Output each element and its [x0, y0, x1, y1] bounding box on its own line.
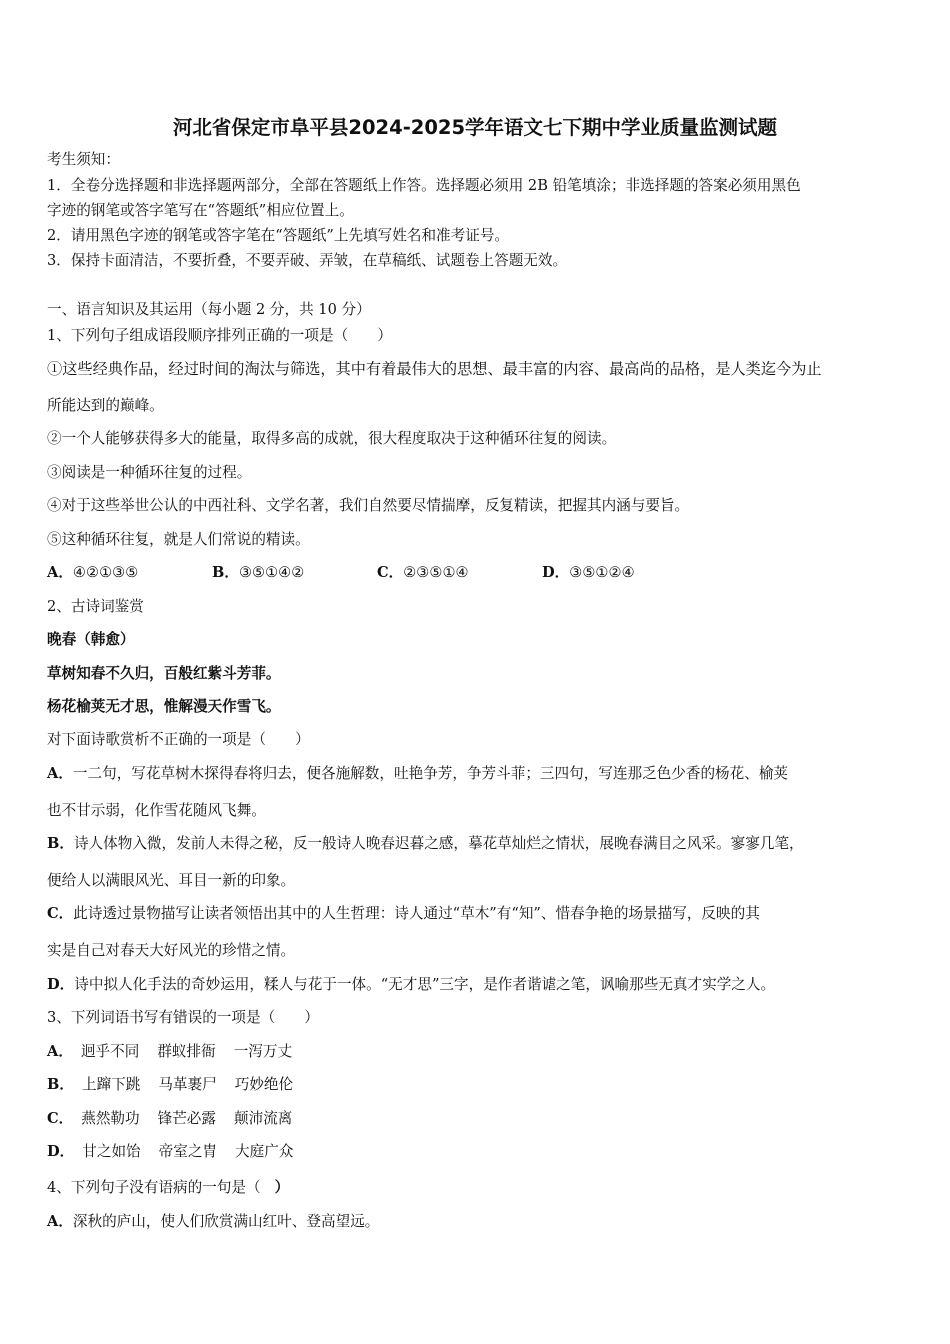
word: 帝室之胄	[158, 1143, 218, 1160]
q4-stem-paren: ）	[274, 1179, 290, 1196]
notice-item-1-cont: 字迹的钢笔或答字笔写在“答题纸”相应位置上。	[47, 202, 354, 219]
word: 巧妙绝伦	[234, 1076, 294, 1093]
option-label: A．	[47, 564, 73, 581]
q2-option-c[interactable]	[47, 904, 760, 924]
option-label: C．	[377, 564, 404, 581]
word: 燕然勒功	[81, 1110, 140, 1127]
word: 上蹿下跳	[81, 1076, 141, 1093]
notice-item-1: 1．全卷分选择题和非选择题两部分，全部在答题纸上作答。选择题必须用 2B 铅笔填涂；非选择题的答案必须用黑色	[47, 177, 801, 194]
q3-option-c[interactable]	[47, 1109, 310, 1129]
q1-sentence-1-cont: 所能达到的巅峰。	[47, 397, 164, 414]
q1-options	[47, 563, 635, 583]
word: 锋芒必露	[157, 1110, 216, 1127]
option-text: ③⑤①②④	[569, 564, 635, 581]
q1-stem: 1、下列句子组成语段顺序排列正确的一项是（ ）	[47, 327, 392, 344]
q3-stem: 3、下列词语书写有错误的一项是（ ）	[47, 1009, 319, 1026]
q4-stem-text: 4、下列句子没有语病的一句是（	[47, 1179, 261, 1196]
option-text: ②③⑤①④	[403, 564, 469, 581]
option-label: A．	[47, 1213, 73, 1230]
q2-option-c-cont: 实是自己对春天大好风光的珍惜之情。	[47, 942, 296, 959]
word: 迥乎不同	[80, 1043, 140, 1060]
option-label: B．	[47, 835, 74, 852]
q4-option-a[interactable]	[47, 1212, 379, 1232]
option-label: D．	[47, 1143, 75, 1160]
q1-sentence-2: ②一个人能够获得多大的能量，取得多高的成就，很大程度取决于这种循环往复的阅读。	[47, 430, 617, 447]
q2-option-d[interactable]	[47, 975, 775, 995]
option-text: 诗人体物入微，发前人未得之秘，反一般诗人晚春迟暮之感，摹花草灿烂之情状，展晚春满目之风采。寥寥几笔，	[73, 835, 804, 852]
option-text: 深秋的庐山，使人们欣赏满山红叶、登高望远。	[72, 1213, 380, 1230]
poem-title: 晚春（韩愈）	[47, 631, 135, 648]
q3-option-b[interactable]	[47, 1075, 311, 1095]
section-heading: 一、语言知识及其运用（每小题 2 分，共 10 分）	[47, 301, 371, 318]
option-label: A．	[47, 765, 73, 782]
option-label: C．	[47, 1110, 74, 1127]
word: 群蚁排衙	[157, 1043, 216, 1060]
q2-option-b[interactable]	[47, 834, 804, 854]
q3-option-d[interactable]	[47, 1142, 311, 1162]
notice-item-3: 3．保持卡面清洁，不要折叠，不要弄破、弄皱，在草稿纸、试题卷上答题无效。	[47, 252, 568, 269]
option-label: A．	[47, 1043, 73, 1060]
poem-line-1: 草树知春不久归，百般红紫斗芳菲。	[47, 665, 281, 682]
option-label: B．	[212, 564, 239, 581]
q2-option-a[interactable]	[47, 764, 788, 784]
q2-option-b-cont: 便给人以满眼风光、耳目一新的印象。	[47, 872, 296, 889]
poem-line-2: 杨花榆荚无才思，惟解漫天作雪飞。	[47, 698, 281, 715]
q1-option-b[interactable]	[212, 563, 377, 583]
q2-option-a-cont: 也不甘示弱，化作雪花随风飞舞。	[47, 802, 266, 819]
option-label: C．	[47, 905, 74, 922]
notice-item-2: 2．请用黑色字迹的钢笔或答字笔在“答题纸”上先填写姓名和准考证号。	[47, 227, 510, 244]
option-text: 一二句，写花草树木探得春将归去，便各施解数，吐艳争芳，争芳斗菲；三四句，写连那乏色少香的杨花、榆荚	[72, 765, 789, 782]
word: 大庭广众	[235, 1143, 294, 1160]
option-label: D．	[542, 564, 570, 581]
q1-sentence-4: ④对于这些举世公认的中西社科、文学名著，我们自然要尽情揣摩，反复精读，把握其内涵与要旨。	[47, 497, 690, 514]
word: 甘之如饴	[82, 1143, 141, 1160]
word: 颠沛流离	[234, 1110, 293, 1127]
notice-heading: 考生须知：	[47, 151, 120, 168]
q1-sentence-5: ⑤这种循环往复，就是人们常说的精读。	[47, 531, 310, 548]
option-label: B．	[47, 1076, 74, 1093]
q2-question: 对下面诗歌赏析不正确的一项是（ ）	[47, 731, 310, 748]
page-title: 河北省保定市阜平县2024-2025学年语文七下期中学业质量监测试题	[172, 116, 778, 139]
q2-stem: 2、古诗词鉴赏	[47, 598, 144, 615]
q1-option-d[interactable]	[542, 563, 635, 583]
option-text: 诗中拟人化手法的奇妙运用，糅人与花于一体。“无才思”三字，是作者谐谑之笔，讽喻那些无真才实学之人。	[74, 976, 776, 993]
q1-sentence-3: ③阅读是一种循环往复的过程。	[47, 464, 252, 481]
option-text: ④②①③⑤	[72, 564, 139, 581]
option-text: 此诗透过景物描写让读者领悟出其中的人生哲理：诗人通过“草木”有“知”、惜春争艳的场景描写，反映的其	[73, 905, 760, 922]
q3-option-a[interactable]	[47, 1042, 310, 1062]
option-text: ③⑤①④②	[238, 564, 305, 581]
option-label: D．	[47, 976, 75, 993]
q4-stem	[47, 1178, 289, 1198]
word: 一泻万丈	[233, 1043, 293, 1060]
q1-option-a[interactable]	[47, 563, 212, 583]
q1-sentence-1: ①这些经典作品，经过时间的淘汰与筛选，其中有着最伟大的思想、最丰富的内容、最高尚的品格，是人类迄今为止	[47, 360, 822, 378]
word: 马革裹尸	[158, 1076, 217, 1093]
q1-option-c[interactable]	[377, 563, 542, 583]
